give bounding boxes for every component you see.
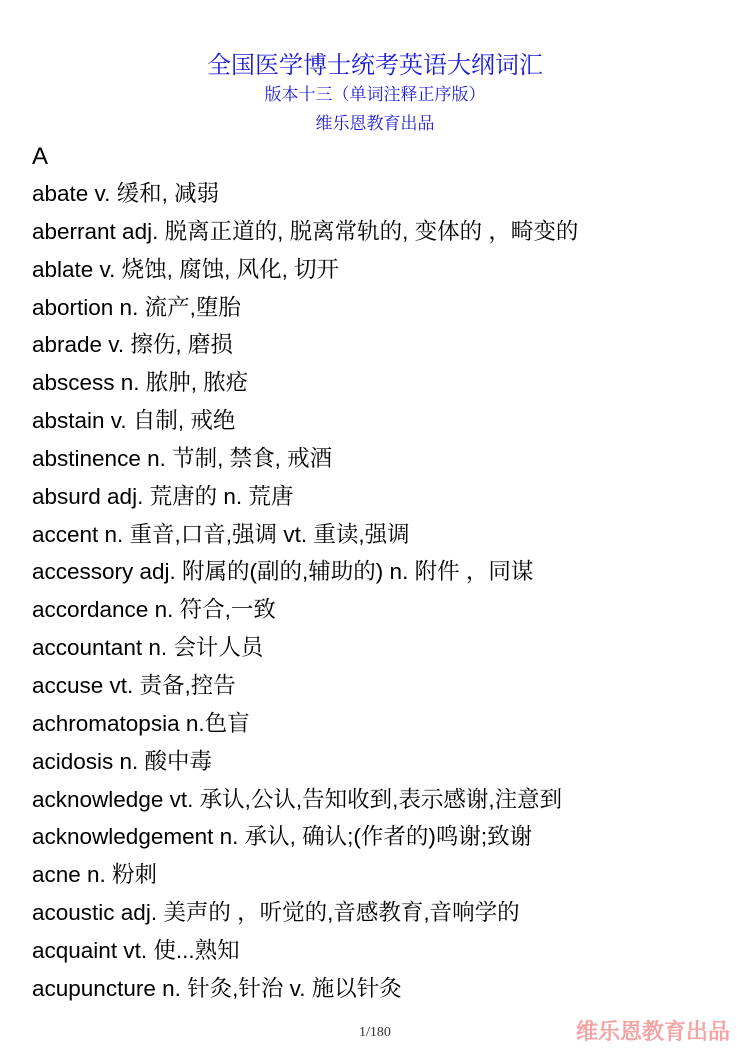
vocab-entry: acknowledge vt. 承认,公认,告知收到,表示感谢,注意到: [32, 786, 563, 812]
publisher-line: 维乐恩教育出品: [315, 114, 435, 134]
vocab-entry: acupuncture n. 针灸,针治 v. 施以针灸: [32, 975, 402, 1001]
vocab-entry: abrade v. 擦伤, 磨损: [32, 332, 233, 358]
vocab-entry: absurd adj. 荒唐的 n. 荒唐: [32, 483, 294, 509]
vocab-entry: accuse vt. 责备,控告: [32, 672, 236, 698]
vocab-entry: abortion n. 流产,堕胎: [32, 294, 241, 320]
vocab-entry: ablate v. 烧蚀, 腐蚀, 风化, 切开: [32, 256, 340, 282]
vocab-entry: acknowledgement n. 承认, 确认;(作者的)鸣谢;致谢: [32, 824, 533, 850]
document-title: 全国医学博士统考英语大纲词汇: [207, 51, 543, 79]
vocab-entry: acquaint vt. 使...熟知: [32, 937, 240, 963]
vocab-entry: accordance n. 符合,一致: [32, 597, 276, 623]
vocab-entry: abate v. 缓和, 减弱: [32, 181, 220, 206]
vocab-entry: acoustic adj. 美声的 ，听觉的,音感教育,音响学的: [32, 900, 520, 926]
vocabulary-list: [32, 176, 732, 1009]
page-number: 1/180: [359, 1025, 391, 1040]
vocab-entry: abstain v. 自制, 戒绝: [32, 408, 236, 434]
vocab-entry: acidosis n. 酸中毒: [32, 748, 213, 774]
section-letter-heading: A: [32, 143, 49, 170]
publisher-watermark: 维乐恩教育出品: [575, 1020, 730, 1045]
vocab-entry: accent n. 重音,口音,强调 vt. 重读,强调: [32, 521, 410, 547]
vocab-entry: acne n. 粉刺: [32, 862, 158, 888]
vocab-entry: abscess n. 脓肿, 脓疮: [32, 370, 249, 396]
vocab-entry: achromatopsia n.色盲: [32, 710, 250, 736]
vocab-entry: aberrant adj. 脱离正道的, 脱离常轨的, 变体的 ，畸变的: [32, 218, 579, 244]
vocab-entry: accountant n. 会计人员: [32, 635, 264, 661]
vocab-entry: accessory adj. 附属的(副的,辅助的) n. 附件 ，同谋: [32, 559, 534, 585]
vocab-entry: abstinence n. 节制, 禁食, 戒酒: [32, 445, 333, 471]
document-subtitle: 版本十三（单词注释正序版）: [264, 85, 486, 105]
